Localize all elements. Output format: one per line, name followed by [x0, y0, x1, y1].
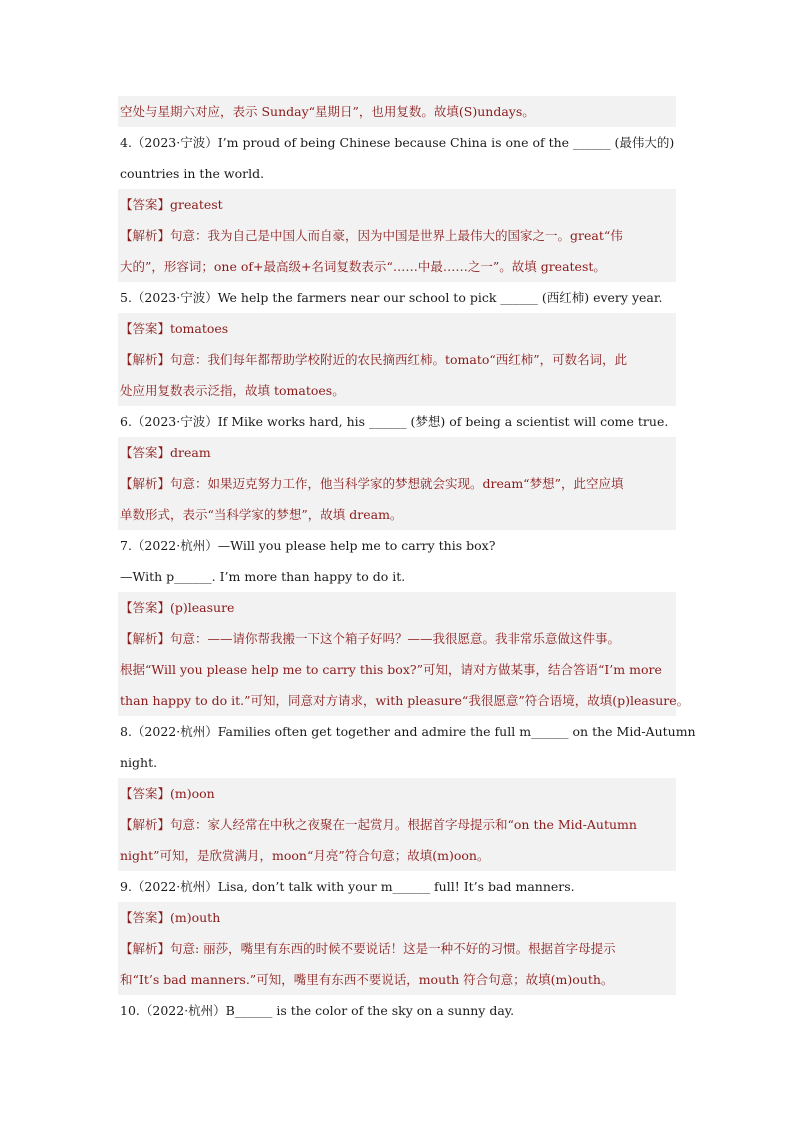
answer-line: 【答案】(p)leasure [118, 592, 676, 623]
question-line: 6.（2023·宁波）If Mike works hard, his ______ (梦想) of being a scientist will come true. [120, 414, 669, 429]
analysis-line: 【解析】句意：——请你帮我搬一下这个箱子好吗？——我很愿意。我非常乐意做这件事。 [118, 623, 676, 654]
question-line: 9.（2022·杭州）Lisa, don’t talk with your m______ full! It’s bad manners. [120, 879, 575, 894]
analysis-line: 【解析】句意：我们每年都帮助学校附近的农民摘西红柿。tomato“西红柿”，可数名词，此 [118, 344, 676, 375]
answer-line: 【答案】(m)outh [118, 902, 676, 933]
question-line: —With p______. I’m more than happy to do it. [120, 569, 406, 584]
analysis-line: than happy to do it.”可知，同意对方请求，with pleasure“我很愿意”符合语境，故填(p)leasure。 [118, 685, 676, 716]
question-line: 10.（2022·杭州）B______ is the color of the sky on a sunny day. [120, 1003, 515, 1018]
analysis-line: 单数形式，表示“当科学家的梦想”，故填 dream。 [118, 499, 676, 530]
analysis-line: 【解析】句意: 丽莎，嘴里有东西的时候不要说话！这是一种不好的习惯。根据首字母提示 [118, 933, 676, 964]
question-line: 8.（2022·杭州）Families often get together and admire the full m______ on the Mid-Autumn [120, 724, 696, 739]
exercise-content [118, 96, 696, 1026]
answer-line: 【答案】(m)oon [118, 778, 676, 809]
question-line: 7.（2022·杭州）—Will you please help me to carry this box? [120, 538, 496, 553]
analysis-line: 根据“Will you please help me to carry this box?”可知，请对方做某事，结合答语“I’m more [118, 654, 676, 685]
question-line: night. [120, 755, 158, 770]
analysis-line: 【解析】句意：我为自己是中国人而自豪，因为中国是世界上最伟大的国家之一。great“伟 [118, 220, 676, 251]
question-line: 5.（2023·宁波）We help the farmers near our school to pick ______ (西红柿) every year. [120, 290, 663, 305]
question-line: countries in the world. [120, 166, 265, 181]
analysis-line: 【解析】句意：家人经常在中秋之夜聚在一起赏月。根据首字母提示和“on the Mid-Autumn [118, 809, 676, 840]
analysis-line: 空处与星期六对应，表示 Sunday“星期日”，也用复数。故填(S)undays。 [118, 96, 676, 127]
answer-line: 【答案】dream [118, 437, 676, 468]
analysis-line: 大的”，形容词；one of+最高级+名词复数表示“……中最……之一”。故填 greatest。 [118, 251, 676, 282]
analysis-line: 和“It’s bad manners.”可知，嘴里有东西不要说话，mouth 符合句意；故填(m)outh。 [118, 964, 676, 995]
analysis-line: night”可知，是欣赏满月，moon“月亮”符合句意；故填(m)oon。 [118, 840, 676, 871]
analysis-line: 【解析】句意：如果迈克努力工作，他当科学家的梦想就会实现。dream“梦想”，此空应填 [118, 468, 676, 499]
answer-line: 【答案】tomatoes [118, 313, 676, 344]
question-line: 4.（2023·宁波）I’m proud of being Chinese because China is one of the ______ (最伟大的) [120, 135, 675, 150]
analysis-line: 处应用复数表示泛指，故填 tomatoes。 [118, 375, 676, 406]
answer-line: 【答案】greatest [118, 189, 676, 220]
